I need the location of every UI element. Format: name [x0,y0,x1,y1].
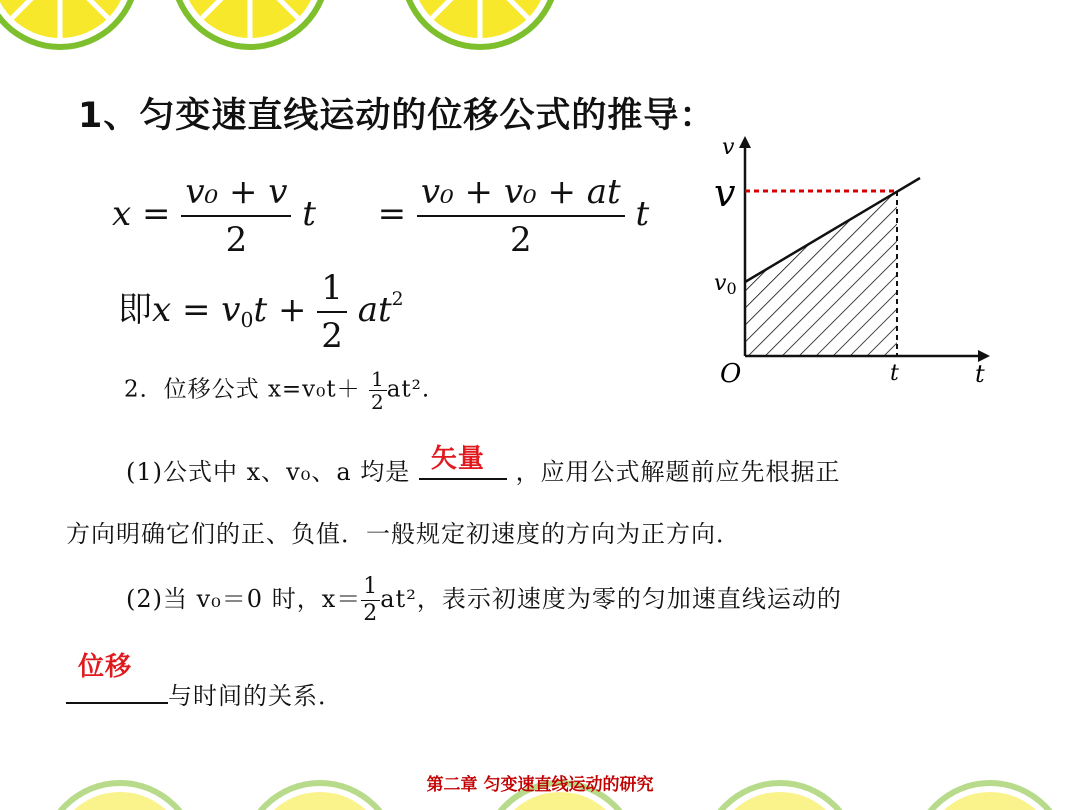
item-2-label: 2．位移公式 x=v₀t＋ [124,376,361,403]
fraction-2-numerator: v₀ + v₀ + at [417,172,625,217]
half-numerator: 1 [317,268,347,313]
derivation-result [118,268,404,356]
item-2-2-fraction-num: 1 [363,574,379,599]
t-mark-label: t [890,361,899,386]
item-2-1-line-1 [126,444,841,487]
v0-label: v0 [714,271,737,298]
item-2-2-text-a: (2)当 v₀＝0 时，x＝ [126,585,362,613]
var-at: at [357,290,392,330]
equals-sign: = [142,194,171,234]
item-2-tail: at². [386,376,431,403]
result-subscript: 0 [240,308,254,332]
derivation-line-1 [112,172,649,260]
fraction-2 [417,172,625,260]
fraction-1-denominator: 2 [225,220,248,260]
equals-sign-2: = [377,194,407,234]
fraction-1 [181,172,291,260]
item-2-formula [124,368,430,413]
item-2-2-text-b: at²，表示初速度为零的匀加速直线运动的 [380,585,842,613]
item-2-2-fraction [361,574,380,627]
answer-displacement: 位移 [78,652,133,682]
v-label: v [714,171,736,215]
item-2-fraction [369,368,387,413]
item-2-1-line-2: 方向明确它们的正、负值．一般规定初速度的方向为正方向． [66,520,741,548]
v-axis-arrow [739,136,751,148]
ji-char: 即 [118,290,152,330]
origin-label: O [720,359,742,389]
half-fraction [317,268,347,356]
item-2-1-text-b: ，应用公式解题前应先根据正 [515,458,841,486]
result-lhs: x = v [152,290,241,330]
area-hatch [745,191,897,356]
item-2-1-text-a: (1)公式中 x、v₀、a 均是 [126,458,411,486]
fraction-1-numerator: v₀ + v [181,172,291,217]
item-2-2-line-2 [66,652,343,711]
answer-vector: 矢量 [430,444,485,474]
half-denominator: 2 [321,316,343,356]
item-2-fraction-den: 2 [370,390,385,414]
square-exponent: 2 [391,289,404,310]
lemon-decoration-top [0,0,1080,70]
y-axis-label: v [722,135,735,160]
var-t: t [302,194,316,234]
x-axis-label: t [975,360,985,388]
item-2-fraction-num: 1 [370,367,385,391]
answer-blank-2 [66,652,168,704]
answer-blank-1 [419,444,507,480]
item-2-2-fraction-den: 2 [363,601,379,626]
var-x: x [112,194,132,234]
item-2-2-line-1 [126,574,842,627]
var-t-2: t [635,194,650,234]
page-title: 1、匀变速直线运动的位移公式的推导： [78,96,716,136]
fraction-2-denominator: 2 [509,220,532,260]
result-mid: t + [253,290,307,330]
vt-graph [700,132,1000,392]
footer-chapter-title: 第二章 匀变速直线运动的研究 [426,775,654,795]
item-2-2-line-2-text: 与时间的关系． [168,682,343,710]
